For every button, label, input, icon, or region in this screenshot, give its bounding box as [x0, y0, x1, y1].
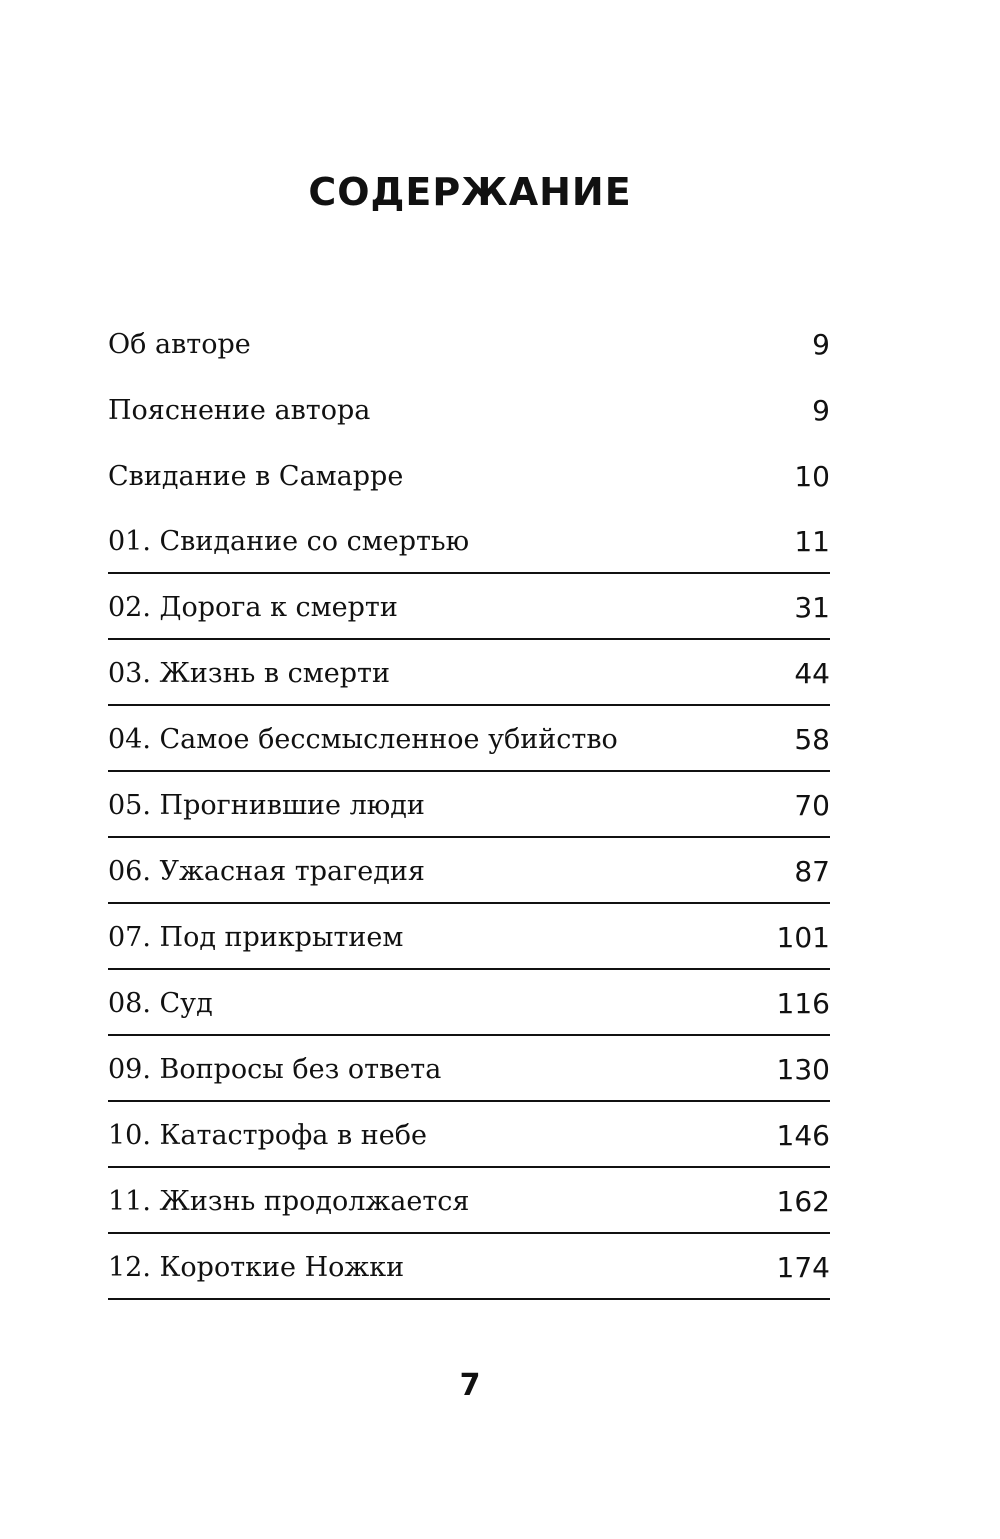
toc-entry-page: 87 — [794, 854, 830, 888]
toc-entry-page: 162 — [776, 1184, 830, 1218]
toc-entry-title: Пояснение автора — [108, 394, 371, 426]
toc-entry-chapter-04 — [108, 706, 830, 772]
toc-entry-title: 05. Прогнившие люди — [108, 789, 425, 821]
toc-entry-page: 174 — [776, 1250, 830, 1284]
toc-entry-page: 9 — [812, 327, 830, 361]
toc-entry-title: 01. Свидание со смертью — [108, 525, 470, 557]
toc-entry-page: 44 — [794, 656, 830, 690]
toc-entry-chapter-06 — [108, 838, 830, 904]
toc-entry-chapter-10 — [108, 1102, 830, 1168]
toc-entry-title: 02. Дорога к смерти — [108, 591, 398, 623]
toc-entry-about-author — [108, 310, 830, 376]
toc-entry-page: 9 — [812, 393, 830, 427]
toc-entry-title: Свидание в Самарре — [108, 460, 404, 492]
toc-entry-chapter-11 — [108, 1168, 830, 1234]
toc-entry-page: 31 — [794, 590, 830, 624]
toc-entry-page: 101 — [776, 920, 830, 954]
toc-entry-chapter-08 — [108, 970, 830, 1036]
toc-entry-title: Об авторе — [108, 328, 251, 360]
toc-entry-page: 58 — [794, 722, 830, 756]
toc-entry-page: 146 — [776, 1118, 830, 1152]
toc-entry-chapter-05 — [108, 772, 830, 838]
toc-entry-chapter-07 — [108, 904, 830, 970]
toc-entry-title: 12. Короткие Ножки — [108, 1251, 405, 1283]
toc-entry-title: 10. Катастрофа в небе — [108, 1119, 427, 1151]
toc-entry-title: 03. Жизнь в смерти — [108, 657, 390, 689]
toc-entry-title: 09. Вопросы без ответа — [108, 1053, 442, 1085]
toc-entry-page: 130 — [776, 1052, 830, 1086]
toc-entry-chapter-12 — [108, 1234, 830, 1300]
toc-entry-chapter-02 — [108, 574, 830, 640]
toc-entry-chapter-09 — [108, 1036, 830, 1102]
toc-entry-chapter-01 — [108, 508, 830, 574]
toc-entry-page: 70 — [794, 788, 830, 822]
toc-entry-page: 116 — [776, 986, 830, 1020]
toc-entry-title: 11. Жизнь продолжается — [108, 1185, 470, 1217]
page-number: 7 — [459, 1368, 481, 1403]
toc-entry-samarra — [108, 442, 830, 508]
toc-entry-title: 04. Самое бессмысленное убийство — [108, 723, 618, 755]
toc-entry-author-note — [108, 376, 830, 442]
table-of-contents — [108, 310, 830, 1300]
toc-entry-title: 07. Под прикрытием — [108, 921, 404, 953]
toc-entry-chapter-03 — [108, 640, 830, 706]
toc-entry-page: 11 — [794, 524, 830, 558]
toc-entry-title: 08. Суд — [108, 987, 213, 1019]
toc-entry-page: 10 — [794, 459, 830, 493]
toc-entry-title: 06. Ужасная трагедия — [108, 855, 425, 887]
page-title: СОДЕРЖАНИЕ — [308, 170, 632, 214]
